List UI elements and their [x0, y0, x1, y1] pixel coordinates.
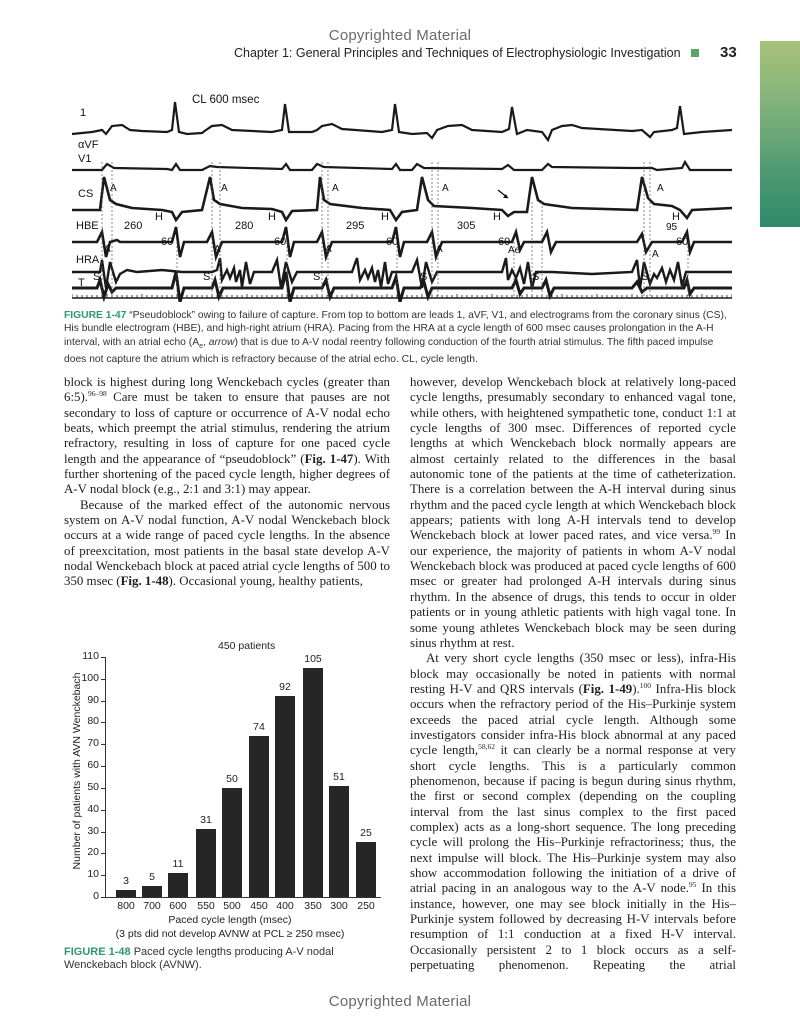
- y-tick-mark: [101, 832, 105, 833]
- figure-ref: Fig. 1-48: [120, 574, 169, 589]
- cycle-length-label: CL 600 msec: [192, 94, 260, 106]
- chart-title: 450 patients: [218, 640, 276, 652]
- bar-value-label: 5: [149, 871, 155, 884]
- x-tick-label: 400: [276, 900, 294, 912]
- x-tick-label: 300: [330, 900, 348, 912]
- x-tick-label: 450: [250, 900, 268, 912]
- y-tick-label: 10: [87, 868, 99, 881]
- atrial-marker-hra-2: A: [214, 244, 221, 255]
- stimulus-marker-4: S: [420, 271, 428, 283]
- hv-interval-1: 60: [161, 236, 174, 248]
- ecg-tracings: [72, 92, 732, 302]
- his-marker-2: H: [268, 211, 276, 223]
- atrial-marker-hra-5: A: [652, 249, 659, 260]
- lead-label-hra: HRA: [76, 254, 100, 266]
- y-tick-label: 100: [81, 671, 99, 684]
- y-tick-label: 60: [87, 759, 99, 772]
- bar-value-label: 11: [172, 858, 184, 870]
- y-tick-mark: [101, 788, 105, 789]
- chapter-thumb-tab: [760, 41, 800, 227]
- stimulus-marker-3: S: [313, 271, 321, 283]
- x-tick-label: 550: [197, 900, 215, 912]
- lead-label-hbe: HBE: [76, 220, 99, 232]
- lead-label-cs: CS: [78, 188, 94, 200]
- bar-value-label: 105: [304, 652, 322, 665]
- x-tick-label: 600: [169, 900, 187, 912]
- y-tick-label: 70: [87, 737, 99, 750]
- bar-value-label: 3: [123, 875, 129, 888]
- y-tick-mark: [101, 810, 105, 811]
- stimulus-marker-1: S: [93, 271, 101, 283]
- y-tick-label: 110: [82, 650, 99, 662]
- hv-interval-3: 60: [386, 236, 399, 248]
- y-tick-label: 30: [87, 824, 99, 837]
- x-axis-note: (3 pts did not develop AVNW at PCL ≥ 250 msec): [115, 928, 345, 940]
- figure-1-47-label: FIGURE 1-47: [64, 310, 127, 321]
- y-tick-label: 50: [87, 780, 99, 793]
- bar: [275, 696, 295, 897]
- y-tick-mark: [101, 657, 105, 658]
- stimulus-marker-6: S: [641, 271, 649, 283]
- hv-interval-5: 60: [676, 236, 689, 248]
- y-tick-label: 90: [87, 693, 99, 706]
- lead-label-1: 1: [80, 107, 87, 119]
- ah-interval-4: 305: [457, 220, 476, 232]
- atrial-marker-hra-3: A: [325, 244, 332, 255]
- x-tick-label: 800: [117, 900, 135, 912]
- x-tick-label: 700: [143, 900, 161, 912]
- right-column-text: [410, 375, 736, 973]
- hv-interval-4: 60: [498, 236, 511, 248]
- section-square-icon: [691, 49, 699, 57]
- atrial-marker-cs-5: A: [657, 183, 664, 194]
- bar: [142, 886, 162, 897]
- y-tick-mark: [101, 722, 105, 723]
- y-tick-label: 0: [93, 890, 99, 902]
- lead-label-v1: V1: [78, 153, 92, 165]
- x-tick-label: 350: [304, 900, 322, 912]
- bar: [249, 736, 269, 897]
- bar-value-label: 92: [279, 681, 291, 694]
- y-tick-mark: [101, 701, 105, 702]
- paragraph: however, develop Wenckebach block at relatively long-paced cycle lengths, presumably secondary to enhanced vagal tone, while others, with heightened sympathetic tone, conduct 1:1 at cycle lengths of 300 msec. Differences of reported cycle lengths at which Wenckebach block normally appears are almost certainly related to the differences in the basal autonomic tone of the patients at the time of catheterization. There is a correlation between the A-H interval during sinus rhythm and the paced cycle length at which Wenckebach block appears; patients with long A-H intervals tend to develop Wenckebach block at lower paced rates, and vice versa.$^{99}$ In our experience, the majority of patients in whom A-V nodal Wenckebach block was produced at paced cycle lengths of 600 msec or greater had prolonged A-H intervals during sinus rhythm. In the absence of drugs, this tends to occur in older patients or in young athletic patients with high vagal tone. In some young athletes Wenckebach block may be seen during sinus rhythm at rest.: [410, 375, 736, 650]
- citation: 100: [639, 680, 651, 690]
- citation: 95: [688, 880, 697, 890]
- bar: [116, 890, 136, 897]
- figure-1-47-ecg: [72, 92, 732, 302]
- atrial-marker-cs-1: A: [110, 183, 117, 194]
- x-axis-line: [105, 897, 381, 898]
- bar-value-label: 51: [333, 770, 345, 783]
- figure-ref: Fig. 1-47: [304, 451, 354, 466]
- bar: [168, 873, 188, 897]
- y-tick-mark: [101, 897, 105, 898]
- bar-value-label: 50: [226, 772, 238, 785]
- watermark-top: Copyrighted Material: [328, 27, 472, 44]
- atrial-marker-cs-3: A: [332, 183, 339, 194]
- paragraph: block is highest during long Wenckebach cycles (greater than 6:5).$^{96-98}$ Care must be taken to ensure that pauses are not secondary to loss of capture or occurrence of A-V nodal echo beats, which preempt the atrial stimulus, rendering the atrium refractory, resulting in loss of capture for one paced cycle length and the appearance of “pseudoblock” (Fig. 1-47). With further shortening of the paced cycle length, higher degrees of A-V nodal block (e.g., 2:1 and 3:1) may appear.: [64, 375, 390, 497]
- y-tick-mark: [101, 679, 105, 680]
- bar: [196, 829, 216, 897]
- figure-1-48-caption: FIGURE 1-48 Paced cycle lengths producing A-V nodal Wenckebach block (AVNW).: [64, 946, 334, 972]
- x-tick-label: 500: [223, 900, 241, 912]
- left-column-text: [64, 375, 390, 590]
- atrial-marker-hra-1: A: [104, 244, 111, 255]
- bar: [356, 842, 376, 897]
- his-marker-1: H: [155, 211, 163, 223]
- bar: [303, 668, 323, 897]
- bar-value-label: 74: [253, 720, 265, 733]
- citation: 99: [712, 527, 721, 537]
- y-axis-line: [105, 657, 106, 897]
- y-tick-mark: [101, 853, 105, 854]
- citation: 58,62: [478, 742, 495, 752]
- y-tick-label: 20: [87, 846, 99, 859]
- running-head-text: Chapter 1: General Principles and Techniques of Electrophysiologic Investigation: [234, 46, 681, 60]
- citation: 96–98: [88, 389, 107, 399]
- ah-interval-3: 295: [346, 220, 365, 232]
- x-tick-label: 250: [357, 900, 375, 912]
- atrial-marker-cs-2: A: [221, 183, 228, 194]
- bar: [222, 788, 242, 897]
- his-marker-4: H: [493, 211, 501, 223]
- stimulus-marker-2: S: [203, 271, 211, 283]
- page-number: 33: [720, 44, 737, 61]
- y-tick-label: 80: [87, 715, 99, 728]
- paragraph: Because of the marked effect of the autonomic nervous system on A-V nodal function, A-V nodal Wenckebach block occurs at a wide range of paced cycle lengths. In the absence of preexcitation, most patients in the basal state develop A-V nodal Wenckebach block at paced atrial cycle lengths of 500 to 350 msec (Fig. 1-48). Occasional young, healthy patients,: [64, 497, 390, 589]
- ah-interval-5: 95: [666, 222, 678, 233]
- lead-label-avf: αVF: [78, 139, 99, 151]
- stimulus-marker-5: S: [532, 271, 540, 283]
- y-tick-mark: [101, 744, 105, 745]
- y-tick-mark: [101, 766, 105, 767]
- his-marker-5: H: [672, 211, 680, 223]
- his-marker-3: H: [381, 211, 389, 223]
- paragraph: At very short cycle lengths (350 msec or less), infra-His block may occasionally be noted in patients with normal resting H-V and QRS intervals (Fig. 1-49).$^{100}$ Infra-His block occurs when the refractory period of the His–Purkinje system exceeds the paced atrial cycle length. Although some investigators consider infra-His block abnormal at any paced cycle length,$^{58,62}$ it can clearly be a normal response at very short cycle lengths. This is a particularly common phenomenon, because if pacing is begun during sinus rhythm, the first or second complex (depending on the coupling interval from the last sinus complex to the first paced complex) acts as a long-short sequence. The long preceding cycle will prolong the His–Purkinje refractoriness; thus, the next impulse will block. The His–Purkinje system may also show accommodation following the initiation of a drive of atrial pacing in an analogous way to the A-V node.$^{95}$ In this instance, however, one may see block initially in the His–Purkinje system followed by decreasing H-V intervals before resumption of 1:1 conduction at a fixed H-V interval. Occasionally persistent 2 to 1 block occurs as a self-perpetuating phenomenon. Repeating the atrial: [410, 651, 736, 973]
- running-head: [234, 46, 699, 60]
- figure-ref: Fig. 1-49: [582, 681, 633, 696]
- watermark-bottom: Copyrighted Material: [328, 993, 472, 1010]
- figure-1-47-caption: FIGURE 1-47 “Pseudoblock” owing to failure of capture. From top to bottom are leads 1, aVF, V1, and electrograms from the coronary sinus (CS), His bundle electrogram (HBE), and high-right atrium (HRA). Pacing from the HRA at a cycle length of 600 msec causes prolongation in the A-H interval, with an atrial echo ($A_e$, arrow) that is due to A-V nodal reentry following conduction of the fourth atrial stimulus. The fifth paced impulse does not capture the atrium which is refractory because of the atrial echo. CL, cycle length.: [64, 310, 727, 366]
- x-axis-label: Paced cycle length (msec): [168, 914, 292, 926]
- y-axis-label: Number of patients with AVN Wenckebach: [71, 672, 83, 870]
- figure-1-48-chart: [60, 635, 400, 925]
- hv-interval-2: 60: [274, 236, 287, 248]
- ah-interval-2: 280: [235, 220, 254, 232]
- bar-value-label: 31: [200, 814, 212, 827]
- atrial-marker-cs-4: A: [442, 183, 449, 194]
- figure-1-48-label: FIGURE 1-48: [64, 946, 131, 958]
- lead-label-t: T: [78, 277, 85, 289]
- bar: [329, 786, 349, 897]
- atrial-marker-hra-4: A: [436, 244, 443, 255]
- y-tick-mark: [101, 875, 105, 876]
- atrial-echo-marker: Ae: [508, 245, 521, 256]
- ah-interval-1: 260: [124, 220, 143, 232]
- bar-value-label: 25: [360, 827, 372, 840]
- y-tick-label: 40: [87, 802, 99, 815]
